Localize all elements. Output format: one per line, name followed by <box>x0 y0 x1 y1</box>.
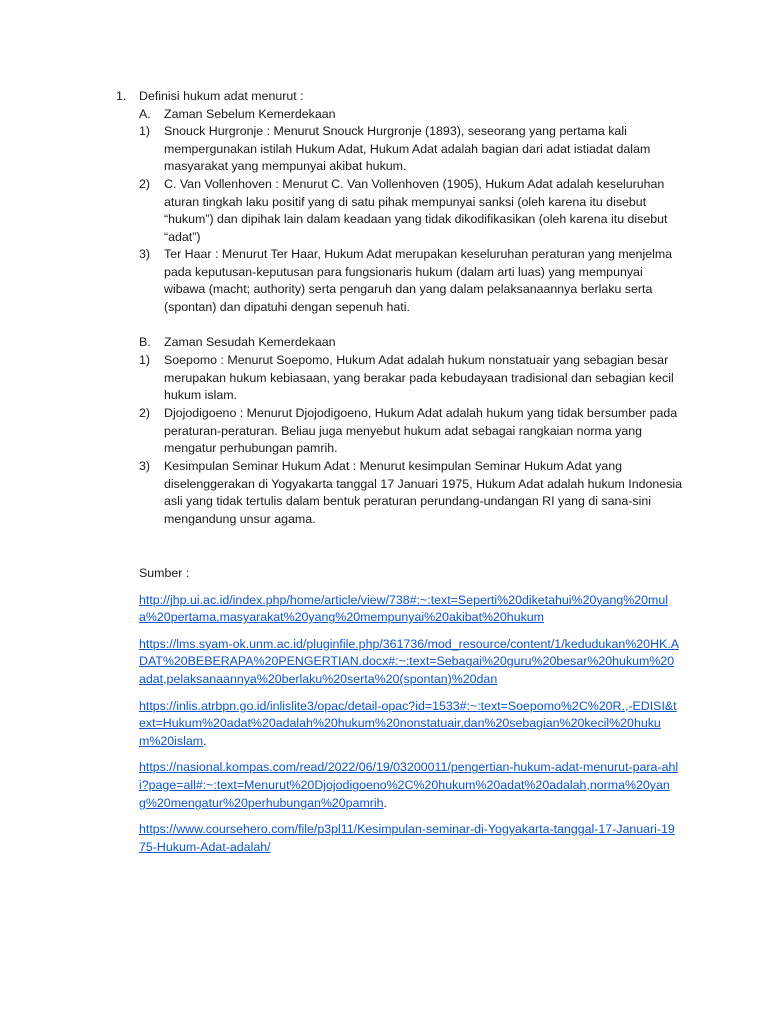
source-item <box>139 698 679 751</box>
part-a-item-3-marker: 3) <box>139 247 151 261</box>
part-b-item-2-text: Djojodigoeno : Menurut Djojodigoeno, Hukum Adat adalah hukum yang tidak bersumber pada peraturan-peraturan. Beliau juga menyebut hukum adat sebagai rangkaian norma yang mengatur perhubungan pamrih. <box>164 406 678 456</box>
part-b-marker: B. <box>139 335 151 349</box>
sources-section <box>139 565 679 865</box>
section-title: Definisi hukum adat menurut : <box>139 89 304 103</box>
part-b-item-2-marker: 2) <box>139 406 151 420</box>
source-item <box>139 636 679 689</box>
source-item <box>139 759 679 812</box>
source-link-2[interactable]: https://lms.syam-ok.unm.ac.id/pluginfile.php/361736/mod_resource/content/1/kedudukan%20HK.ADAT%20BEBERAPA%20PENGERTIAN.docx#:~:text=Sebagai%20guru%20besar%20hukum%20adat,pelaksanaannya%20berlaku%20serta%20(spontan)%20dan <box>139 636 679 686</box>
part-a-item-3-text: Ter Haar : Menurut Ter Haar, Hukum Adat merupakan keseluruhan peraturan yang menjelma pada keputusan-keputusan para fungsionaris hukum (dalam arti luas) yang mempunyai wibawa (macht; authority) serta pengaruh dan yang dalam pelaksanaannya berlaku serta (spontan) dan dipatuhi dengan sepenuh hati. <box>164 247 673 314</box>
source-link-5[interactable]: https://www.coursehero.com/file/p3pl11/Kesimpulan-seminar-di-Yogyakarta-tanggal-17-Januari-1975-Hukum-Adat-adalah/ <box>139 822 675 854</box>
source-link-4[interactable]: https://nasional.kompas.com/read/2022/06/19/03200011/pengertian-hukum-adat-menurut-para-ahli?page=all#:~:text=Menurut%20Djojodigoeno%2C%20hukum%20adat%20adalah,norma%20yang%20mengatur%20perhubungan%20pamrih <box>139 760 679 810</box>
source-link-1[interactable]: http://jhp.ui.ac.id/index.php/home/article/view/738#:~:text=Seperti%20diketahui%20yang%20mula%20pertama,masyarakat%20yang%20mempunyai%20akibat%20hukum <box>139 592 668 625</box>
part-b-item-3-marker: 3) <box>139 459 151 473</box>
part-a-marker: A. <box>139 107 151 121</box>
part-b-item-3-text: Kesimpulan Seminar Hukum Adat : Menurut kesimpulan Seminar Hukum Adat yang diselenggerakan di Yogyakarta tanggal 17 Januari 1975, Hukum Adat adalah hukum Indonesia asli yang tidak tertulis dalam bentuk peraturan perundang-undangan RI yang di sana-sini mengandung unsur agama. <box>164 459 683 526</box>
section-number: 1. <box>116 89 127 103</box>
part-a-item-1-marker: 1) <box>139 124 151 138</box>
part-b-title: Zaman Sesudah Kemerdekaan <box>164 335 336 349</box>
part-b-item-1-marker: 1) <box>139 353 151 367</box>
source-link-3-trailing: . <box>203 733 207 748</box>
part-a-item-2-text: C. Van Vollenhoven : Menurut C. Van Vollenhoven (1905), Hukum Adat adalah keseluruhan aturan tingkah laku positif yang di satu pihak mempunyai sanksi (oleh karena itu disebut “hukum”) dan dipihak lain dalam keadaan yang tidak dikodifikasikan (oleh karena itu disebut “adat”) <box>164 177 668 244</box>
part-a-item-1-text: Snouck Hurgronje : Menurut Snouck Hurgronje (1893), seseorang yang pertama kali mempergunakan istilah Hukum Adat, Hukum Adat adalah bagian dari adat istiadat dalam masyarakat yang mempunyai akibat hukum. <box>164 124 651 174</box>
part-a-title: Zaman Sebelum Kemerdekaan <box>164 107 336 121</box>
source-link-4-trailing: . <box>383 795 387 810</box>
sources-label: Sumber : <box>139 566 190 580</box>
source-item <box>139 821 679 856</box>
source-link-3[interactable]: https://inlis.atrbpn.go.id/inlislite3/opac/detail-opac?id=1533#:~:text=Soepomo%2C%20R.,-EDISI&text=Hukum%20adat%20adalah%20hukum%20nonstatuair,dan%20sebagian%20kecil%20hukum%20islam <box>139 698 677 748</box>
part-a-item-2-marker: 2) <box>139 177 151 191</box>
part-b-item-1-text: Soepomo : Menurut Soepomo, Hukum Adat adalah hukum nonstatuair yang sebagian besar merupakan hukum kebiasaan, yang berakar pada kebudayaan tradisional dan sebagian kecil hukum islam. <box>164 353 674 403</box>
source-item <box>139 592 679 627</box>
